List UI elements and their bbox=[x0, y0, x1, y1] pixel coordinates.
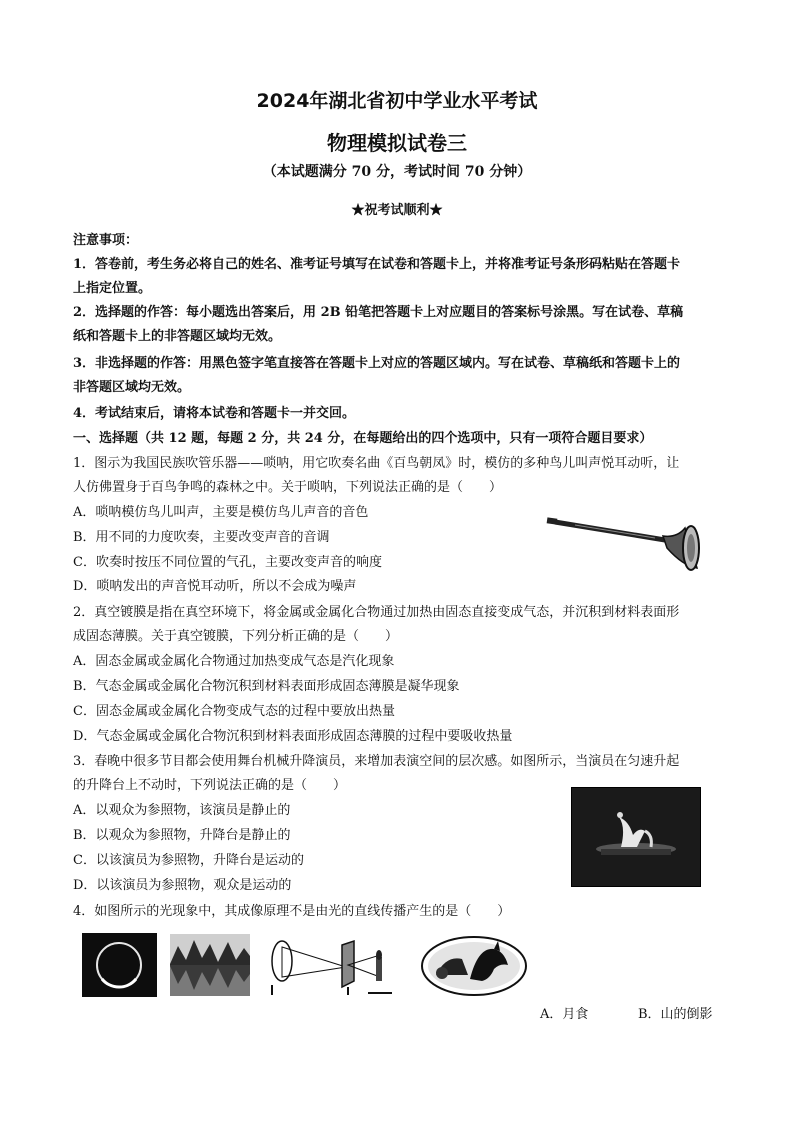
lunar-eclipse-image bbox=[82, 933, 157, 997]
question-2-option-b: B．气态金属或金属化合物沉积到材料表面形成固态薄膜是凝华现象 bbox=[73, 679, 460, 694]
question-2-option-a: A．固态金属或金属化合物通过加热变成气态是汽化现象 bbox=[73, 654, 395, 669]
notice-line: 纸和答题卡上的非答题区域均无效。 bbox=[73, 329, 282, 344]
notice-line: 3．非选择题的作答：用黑色签字笔直接答在答题卡上对应的答题区域内。写在试卷、草稿纸和答题卡上的 bbox=[73, 356, 681, 371]
mountain-reflection-image bbox=[170, 934, 250, 996]
pinhole-camera-diagram bbox=[268, 937, 400, 997]
question-3-option-b: B．以观众为参照物，升降台是静止的 bbox=[73, 828, 291, 843]
question-3-option-d: D．以该演员为参照物，观众是运动的 bbox=[73, 878, 292, 893]
question-1-option-d: D．唢呐发出的声音悦耳动听，所以不会成为噪声 bbox=[73, 579, 357, 594]
question-1-stem: 人仿佛置身于百鸟争鸣的森林之中。关于唢呐，下列说法正确的是（ ） bbox=[73, 480, 503, 495]
shadow-puppet-image bbox=[420, 935, 528, 997]
stage-lift-photo bbox=[571, 787, 701, 887]
question-3-option-c: C．以该演员为参照物，升降台是运动的 bbox=[73, 853, 304, 868]
question-1-stem: 1．图示为我国民族吹管乐器——唢呐，用它吹奏名曲《百鸟朝凤》时，模仿的多种鸟儿叫声悦耳动听，让 bbox=[73, 456, 680, 471]
question-4-stem: 4．如图所示的光现象中，其成像原理不是由光的直线传播产生的是（ ） bbox=[73, 904, 511, 919]
question-1-option-c: C．吹奏时按压不同位置的气孔，主要改变声音的响度 bbox=[73, 555, 382, 570]
notice-line: 非答题区域均无效。 bbox=[73, 380, 191, 395]
notice-heading: 注意事项： bbox=[73, 233, 139, 248]
question-2-option-d: D．气态金属或金属化合物沉积到材料表面形成固态薄膜的过程中要吸收热量 bbox=[73, 729, 513, 744]
question-3-option-a: A．以观众为参照物，该演员是静止的 bbox=[73, 803, 291, 818]
question-1-option-a: A．唢呐模仿鸟儿叫声，主要是模仿鸟儿声音的音色 bbox=[73, 505, 369, 520]
question-1-option-b: B．用不同的力度吹奏，主要改变声音的音调 bbox=[73, 530, 330, 545]
question-2-stem: 2．真空镀膜是指在真空环境下，将金属或金属化合物通过加热由固态直接变成气态，并沉积到材料表面形 bbox=[73, 605, 680, 620]
notice-line: 4．考试结束后，请将本试卷和答题卡一并交回。 bbox=[73, 406, 356, 421]
wish-line: ★祝考试顺利★ bbox=[351, 203, 443, 218]
paper-subtitle: 物理模拟试卷三 bbox=[327, 131, 467, 155]
notice-line: 上指定位置。 bbox=[73, 281, 152, 296]
exam-title: 2024年湖北省初中学业水平考试 bbox=[256, 90, 538, 112]
suona-image bbox=[545, 508, 705, 593]
option-b-caption: B．山的倒影 bbox=[638, 1007, 713, 1022]
notice-line: 2．选择题的作答：每小题选出答案后，用 2B 铅笔把答题卡上对应题目的答案标号涂黑。写在试卷、草稿 bbox=[73, 305, 684, 320]
question-3-stem: 的升降台上不动时，下列说法正确的是（ ） bbox=[73, 778, 347, 793]
option-a-caption: A．月食 bbox=[540, 1007, 589, 1022]
question-2-stem: 成固态薄膜。关于真空镀膜，下列分析正确的是（ ） bbox=[73, 629, 399, 644]
section-heading: 一、选择题（共 12 题，每题 2 分，共 24 分，在每题给出的四个选项中，只有一项符合题目要求） bbox=[73, 431, 653, 446]
question-2-option-c: C．固态金属或金属化合物变成气态的过程中要放出热量 bbox=[73, 704, 395, 719]
question-3-stem: 3．春晚中很多节目都会使用舞台机械升降演员，来增加表演空间的层次感。如图所示，当演员在匀速升起 bbox=[73, 754, 680, 769]
notice-line: 1．答卷前，考生务必将自己的姓名、准考证号填写在试卷和答题卡上，并将准考证号条形码粘贴在答题卡 bbox=[73, 257, 681, 272]
exam-note: （本试题满分 70 分，考试时间 70 分钟） bbox=[262, 164, 532, 180]
